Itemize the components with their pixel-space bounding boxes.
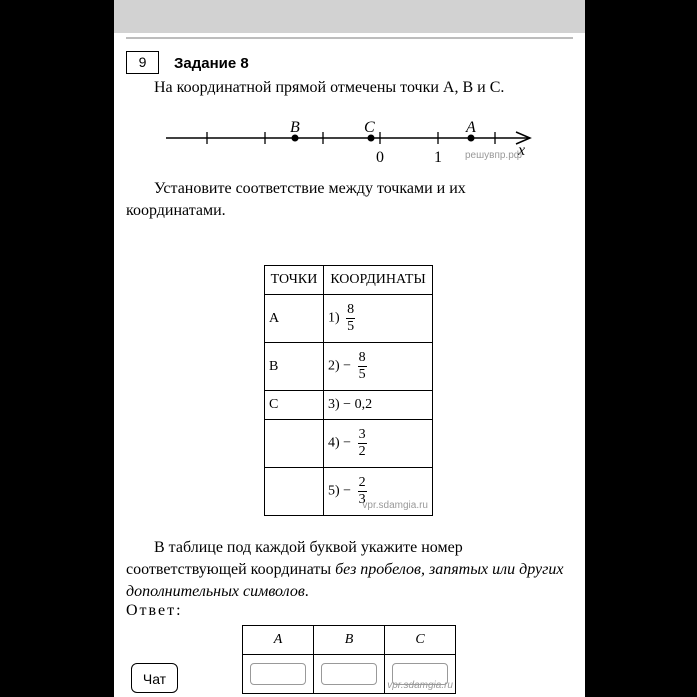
- task-title: Задание 8: [174, 55, 249, 72]
- top-bar: [114, 0, 585, 33]
- point-cell: [265, 468, 324, 516]
- matching-table: [264, 265, 433, 516]
- point-cell: B: [265, 343, 324, 391]
- watermark: решувпр.рф: [465, 150, 523, 161]
- instruction-text: Установите соответствие между точками и их координатами.: [126, 180, 466, 219]
- point-cell: C: [265, 391, 324, 420]
- option-5: 5) − $\frac{2}{3}$ vpr.sdamgia.ru: [324, 468, 433, 516]
- answer-header-c: C: [385, 626, 456, 655]
- answer-input-a[interactable]: [250, 663, 306, 685]
- answer-label: Ответ:: [126, 602, 183, 619]
- answer-header-a: A: [243, 626, 314, 655]
- label-c: C: [364, 119, 375, 136]
- option-3: 3) − 0,2: [324, 391, 433, 420]
- task-number: 9: [126, 51, 159, 74]
- option-4: 4) − $\frac{3}{2}$: [324, 420, 433, 468]
- answer-table: [242, 625, 456, 694]
- option-1: 1) $\frac{8}{5}$: [324, 295, 433, 343]
- chat-button[interactable]: Чат: [131, 663, 178, 693]
- header-points: ТОЧКИ: [265, 266, 324, 295]
- watermark: vpr.sdamgia.ru: [387, 680, 453, 691]
- point-cell: [265, 420, 324, 468]
- question-text: На координатной прямой отмечены точки A, B и C.: [154, 79, 505, 96]
- point-cell: A: [265, 295, 324, 343]
- answer-header-b: B: [314, 626, 385, 655]
- label-zero: 0: [376, 149, 384, 166]
- task-page: [114, 33, 585, 697]
- answer-instruction: В таблице под каждой буквой укажите номер соответствующей координаты без пробелов, запятых или других дополнительных символов.: [126, 539, 564, 600]
- label-x: x: [518, 142, 526, 159]
- header-coords: КООРДИНАТЫ: [324, 266, 433, 295]
- label-a: A: [466, 119, 476, 136]
- label-one: 1: [434, 149, 442, 166]
- option-2: 2) − $\frac{8}{5}$: [324, 343, 433, 391]
- label-b: B: [290, 119, 300, 136]
- watermark: vpr.sdamgia.ru: [362, 500, 428, 511]
- answer-input-b[interactable]: [321, 663, 377, 685]
